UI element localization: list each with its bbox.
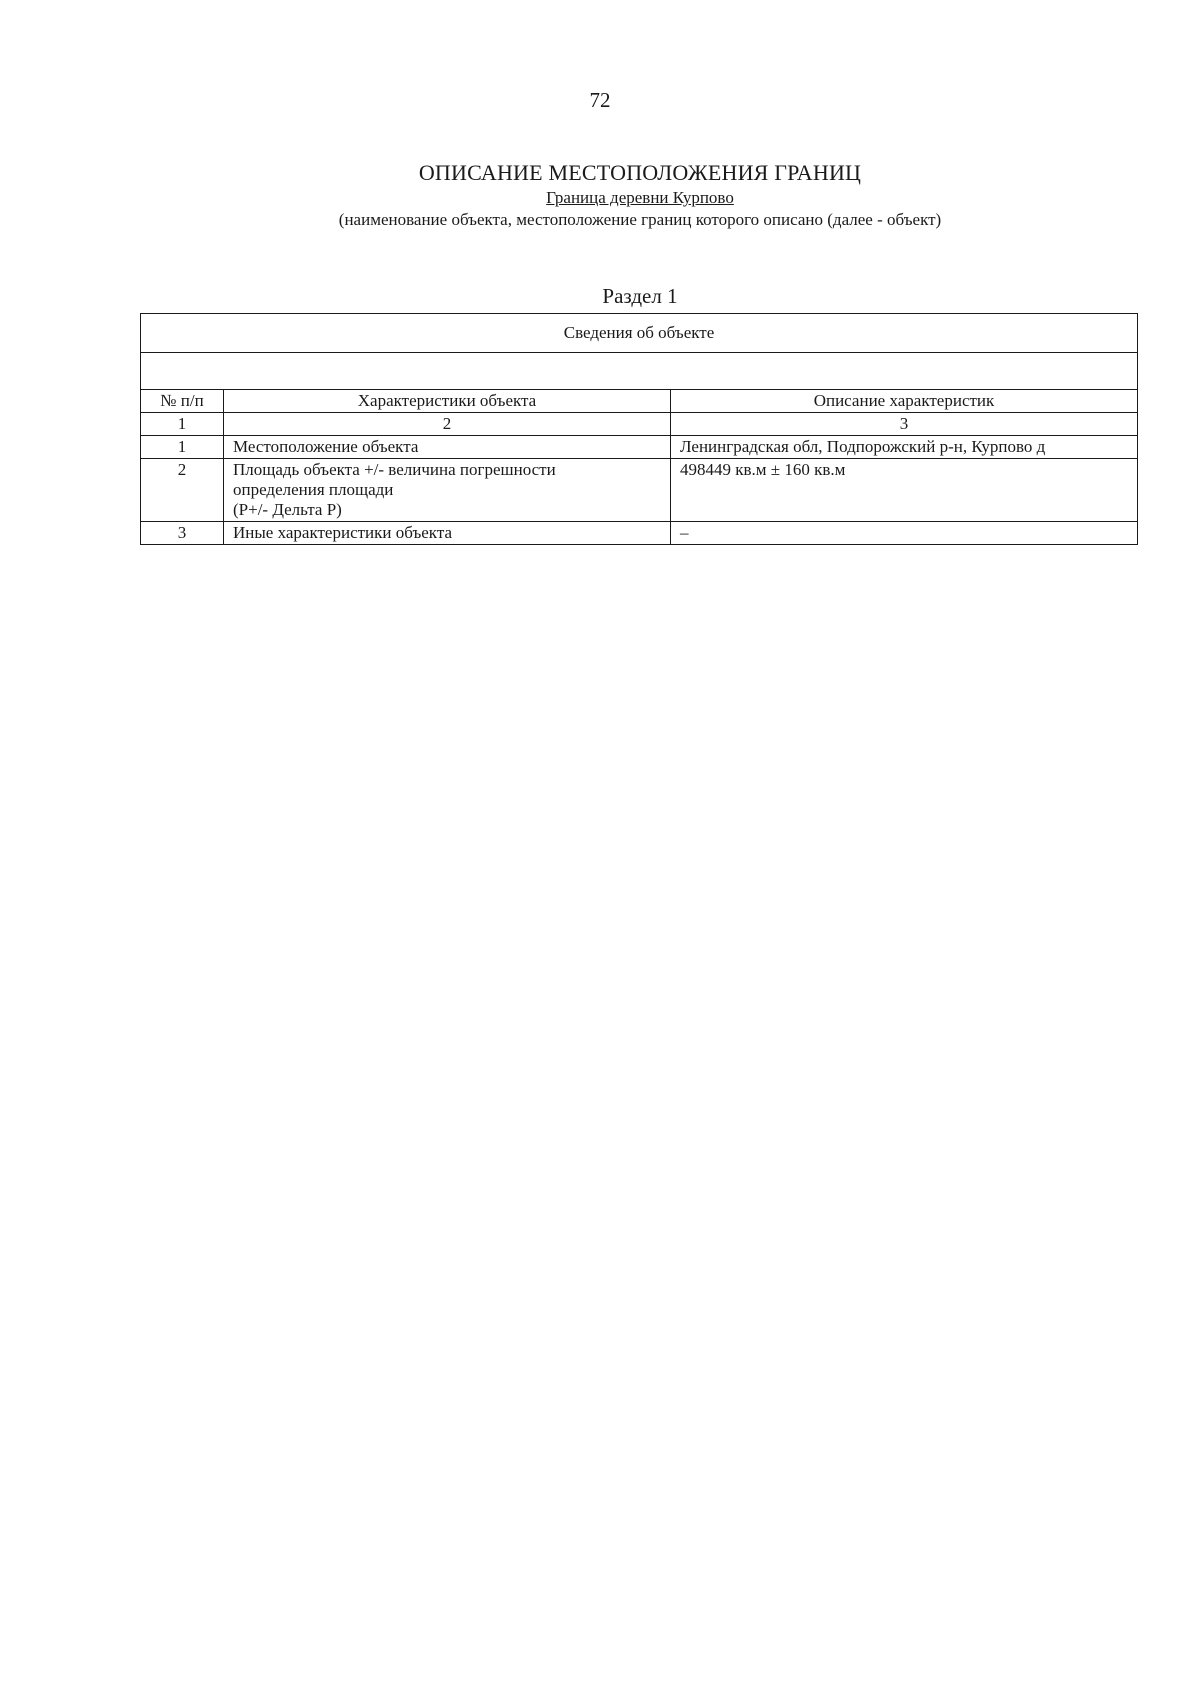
column-number-1: 1 <box>141 413 224 436</box>
column-header-num: № п/п <box>141 390 224 413</box>
table-row <box>141 522 1138 545</box>
column-header-row <box>141 390 1138 413</box>
table-heading: Сведения об объекте <box>141 314 1138 353</box>
row-characteristic-line: Площадь объекта +/- величина погрешности <box>233 460 556 479</box>
row-characteristic: Иные характеристики объекта <box>224 522 671 545</box>
row-description: Ленинградская обл, Подпорожский р-н, Курпово д <box>671 436 1138 459</box>
page-number: 72 <box>589 88 611 112</box>
row-num: 2 <box>141 459 224 522</box>
table-empty-row <box>141 353 1138 390</box>
document-title: ОПИСАНИЕ МЕСТОПОЛОЖЕНИЯ ГРАНИЦ <box>418 160 862 185</box>
row-characteristic-line: (Р+/- Дельта Р) <box>233 500 342 519</box>
table-empty-cell <box>141 353 1138 390</box>
row-characteristic: Местоположение объекта <box>224 436 671 459</box>
column-header-characteristic: Характеристики объекта <box>224 390 671 413</box>
row-num: 1 <box>141 436 224 459</box>
table-row <box>141 459 1138 522</box>
row-characteristic-line: определения площади <box>233 480 394 499</box>
column-number-2: 2 <box>224 413 671 436</box>
row-num: 3 <box>141 522 224 545</box>
object-info-table <box>140 313 1138 545</box>
section-title: Раздел 1 <box>602 284 678 308</box>
table-row <box>141 436 1138 459</box>
table-heading-row <box>141 314 1138 353</box>
row-description: – <box>671 522 1138 545</box>
object-name-line <box>0 188 1200 208</box>
row-characteristic <box>224 459 671 522</box>
column-number-row <box>141 413 1138 436</box>
object-name: Граница деревни Курпово <box>546 188 734 207</box>
column-number-3: 3 <box>671 413 1138 436</box>
column-header-description: Описание характеристик <box>671 390 1138 413</box>
row-description: 498449 кв.м ± 160 кв.м <box>671 459 1138 522</box>
object-caption: (наименование объекта, местоположение границ которого описано (далее - объект) <box>338 210 942 229</box>
